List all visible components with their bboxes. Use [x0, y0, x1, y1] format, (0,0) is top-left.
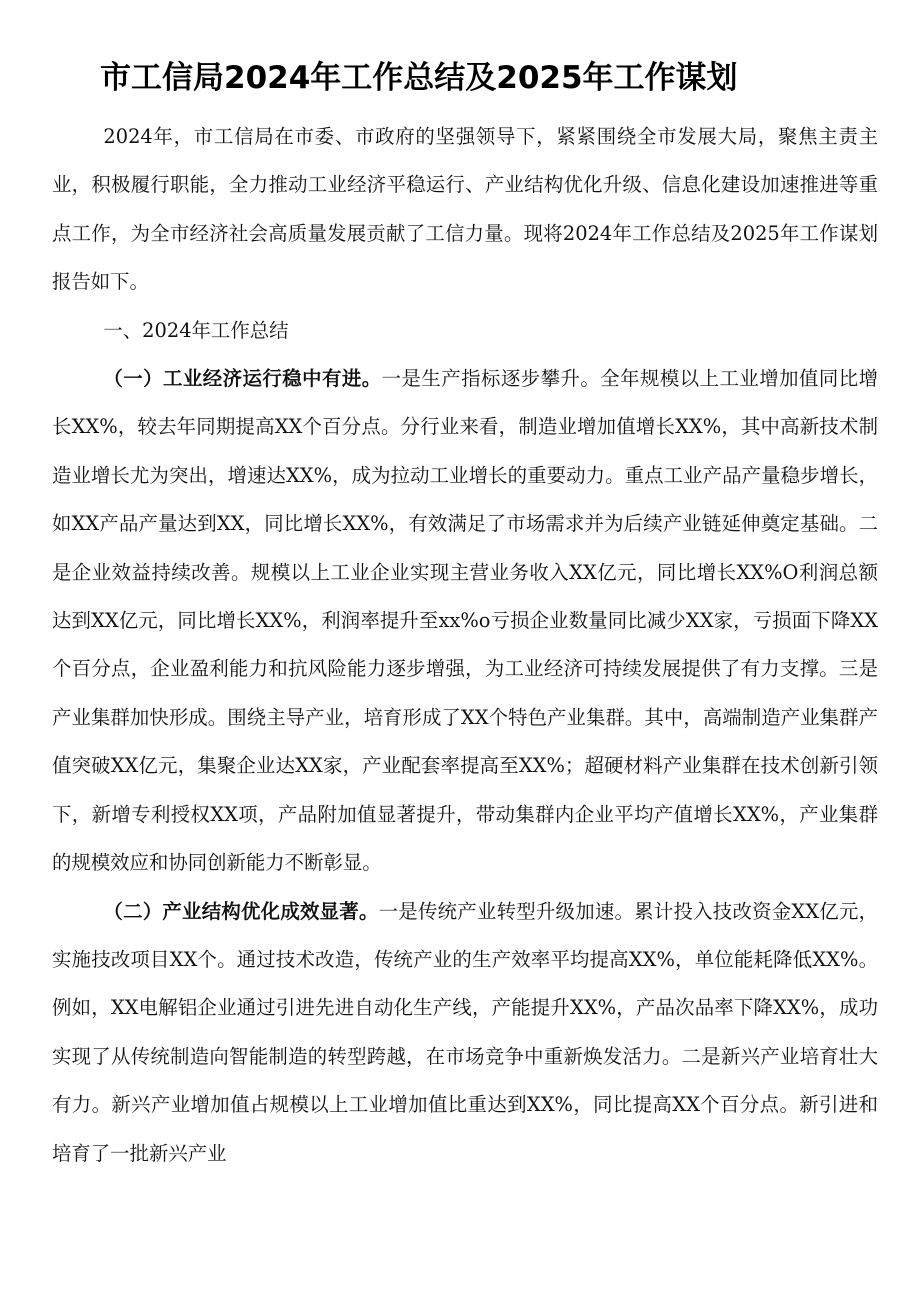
paragraph-text: 一是生产指标逐步攀升。全年规模以上工业增加值同比增长XX%，较去年同期提高XX个百分点。分行业来看，制造业增加值增长XX%，其中高新技术制造业增长尤为突出，增速达XX%，成为拉动工业增长的重要动力。重点工业产品产量稳步增长，如XX产品产量达到XX，同比增长XX%，有效满足了市场需求并为后续产业链延伸奠定基础。二是企业效益持续改善。规模以上工业企业实现主营业务收入XX亿元，同比增长XX%O利润总额达到XX亿元，同比增长XX%，利润率提升至xx%o亏损企业数量同比减少XX家，亏损面下降XX个百分点，企业盈利能力和抗风险能力逐步增强，为工业经济可持续发展提供了有力支撑。三是产业集群加快形成。围绕主导产业，培育形成了XX个特色产业集群。其中，高端制造产业集群产值突破XX亿元，集聚企业达XX家，产业配套率提高至XX%；超硬材料产业集群在技术创新引领下，新增专利授权XX项，产品附加值显著提升，带动集群内企业平均产值增长XX%，产业集群的规模效应和协同创新能力不断彰显。: [52, 367, 879, 875]
section-heading: 一、2024年工作总结: [103, 318, 289, 342]
paragraph-text: 一是传统产业转型升级加速。累计投入技改资金XX亿元，实施技改项目XX个。通过技术改造，传统产业的生产效率平均提高XX%，单位能耗降低XX%。例如，XX电解铝企业通过引进先进自动化生产线，产能提升XX%，产品次品率下降XX%，成功实现了从传统制造向智能制造的转型跨越，在市场竞争中重新焕发活力。二是新兴产业培育壮大有力。新兴产业增加值占规模以上工业增加值比重达到XX%，同比提高XX个百分点。新引进和培育了一批新兴产业: [52, 899, 879, 1165]
paragraph-lead: （一）工业经济运行稳中有进。: [103, 367, 382, 391]
paragraph-lead: （二）产业结构优化成效显著。: [103, 899, 379, 923]
document-title: 市工信局2024年工作总结及2025年工作谋划: [100, 60, 738, 96]
intro-paragraph: 2024年，市工信局在市委、市政府的坚强领导下，紧紧围绕全市发展大局，聚焦主责主业，积极履行职能，全力推动工业经济平稳运行、产业结构优化升级、信息化建设加速推进等重点工作，为全市经济社会高质量发展贡献了工信力量。现将2024年工作总结及2025年工作谋划报告如下。: [52, 125, 878, 294]
body-paragraph: [52, 888, 878, 1178]
body-paragraph: [52, 355, 878, 887]
document-body: [52, 113, 878, 1178]
